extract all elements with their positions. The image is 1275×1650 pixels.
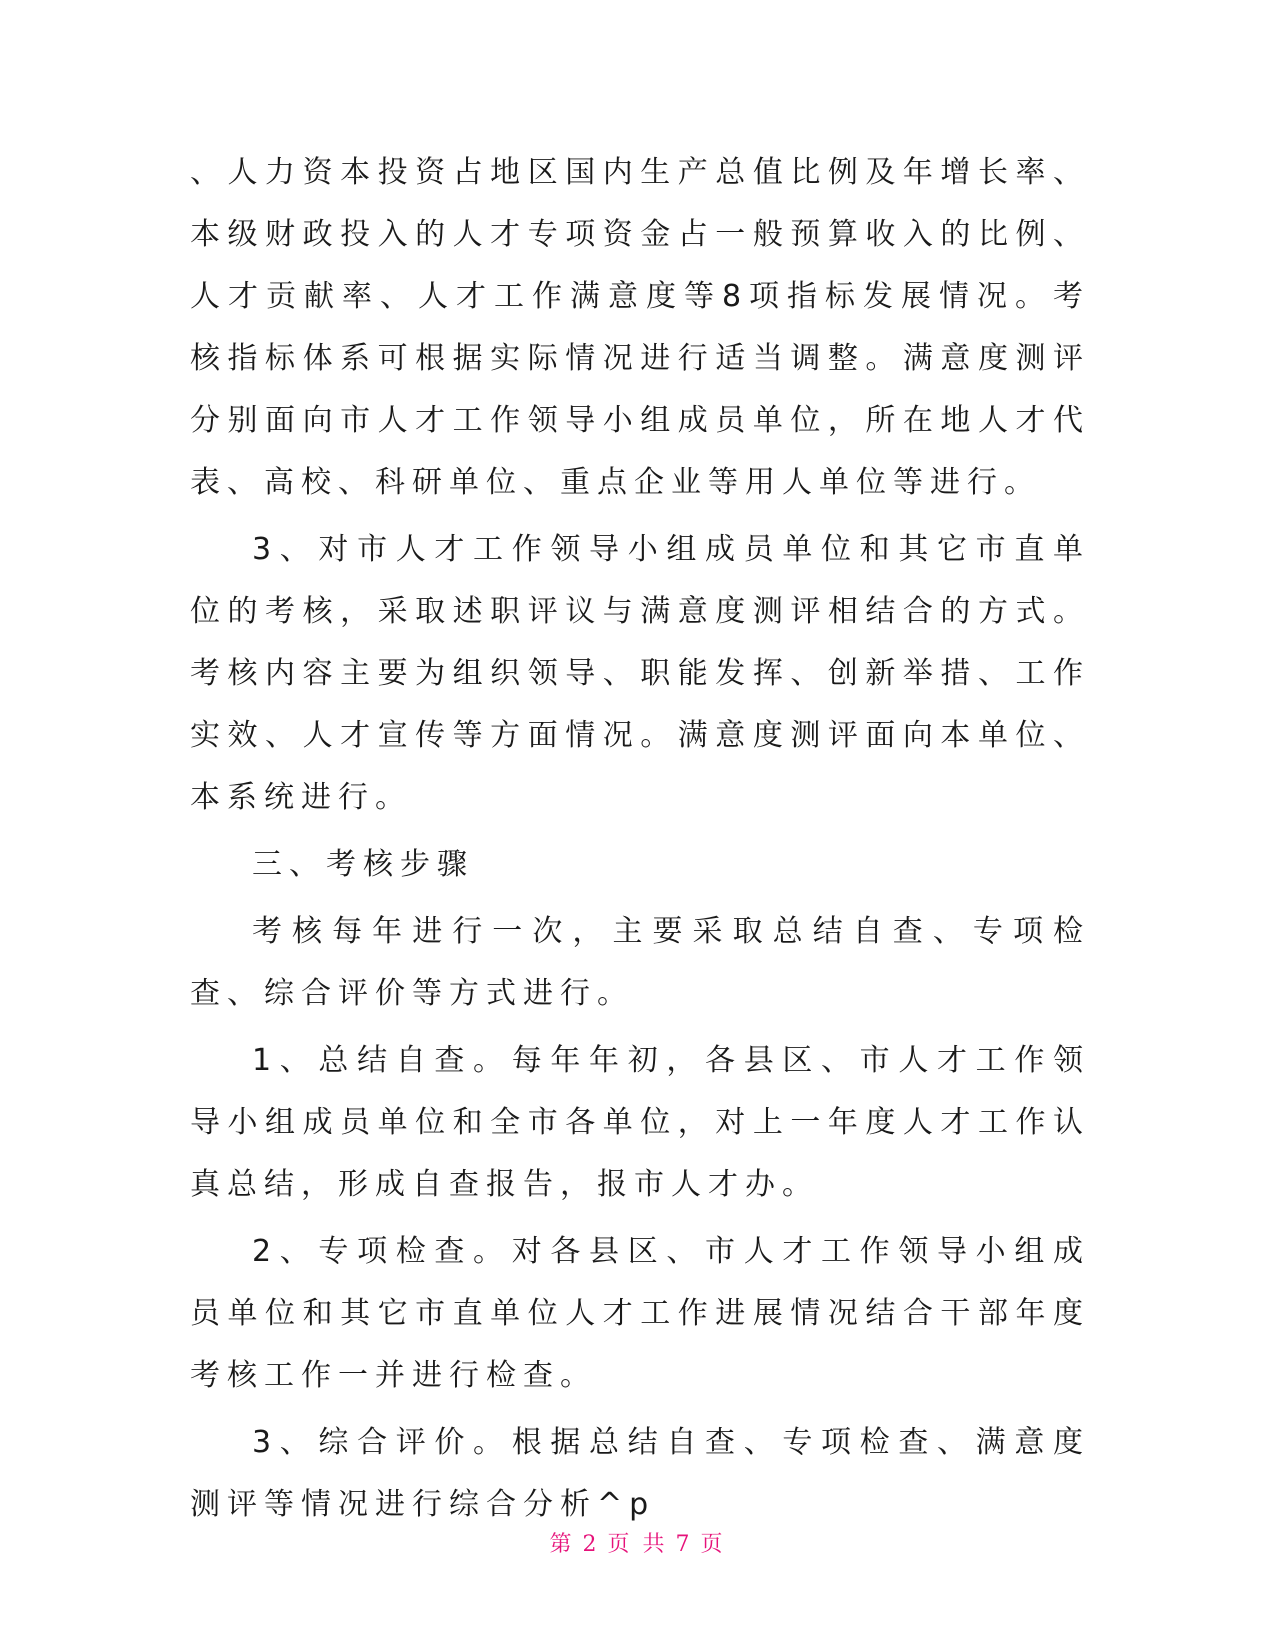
section-heading-assessment-steps: 三、考核步骤	[252, 847, 474, 882]
paragraph-step-2-special-inspection: 2、专项检查。对各县区、市人才工作领导小组成员单位和其它市直单位人才工作进展情况结合干部年度考核工作一并进行检查。	[190, 1234, 1090, 1393]
paragraph-continuation: 、人力资本投资占地区国内生产总值比例及年增长率、本级财政投入的人才专项资金占一般预算收入的比例、人才贡献率、人才工作满意度等8项指标发展情况。考核指标体系可根据实际情况进行适当调整。满意度测评分别面向市人才工作领导小组成员单位，所在地人才代表、高校、科研单位、重点企业等用人单位等进行。	[190, 155, 1090, 500]
paragraph-step-1-self-check: 1、总结自查。每年年初，各县区、市人才工作领导小组成员单位和全市各单位，对上一年度人才工作认真总结，形成自查报告，报市人才办。	[190, 1043, 1090, 1202]
page-footer	[0, 1527, 1275, 1558]
document-body	[190, 142, 1090, 1541]
footer-total-pages: 7	[675, 1532, 693, 1557]
footer-current-page: 2	[582, 1532, 600, 1557]
footer-suffix: 页	[700, 1532, 726, 1557]
paragraph-step-3-comprehensive-evaluation: 3、综合评价。根据总结自查、专项检查、满意度测评等情况进行综合分析^p	[190, 1425, 1090, 1522]
paragraph-assessment-overview: 考核每年进行一次，主要采取总结自查、专项检查、综合评价等方式进行。	[190, 914, 1090, 1011]
footer-prefix: 第	[549, 1532, 575, 1557]
footer-middle: 页 共	[607, 1532, 668, 1557]
paragraph-item-3-members: 3、对市人才工作领导小组成员单位和其它市直单位的考核，采取述职评议与满意度测评相结合的方式。考核内容主要为组织领导、职能发挥、创新举措、工作实效、人才宣传等方面情况。满意度测评面向本单位、本系统进行。	[190, 532, 1090, 815]
